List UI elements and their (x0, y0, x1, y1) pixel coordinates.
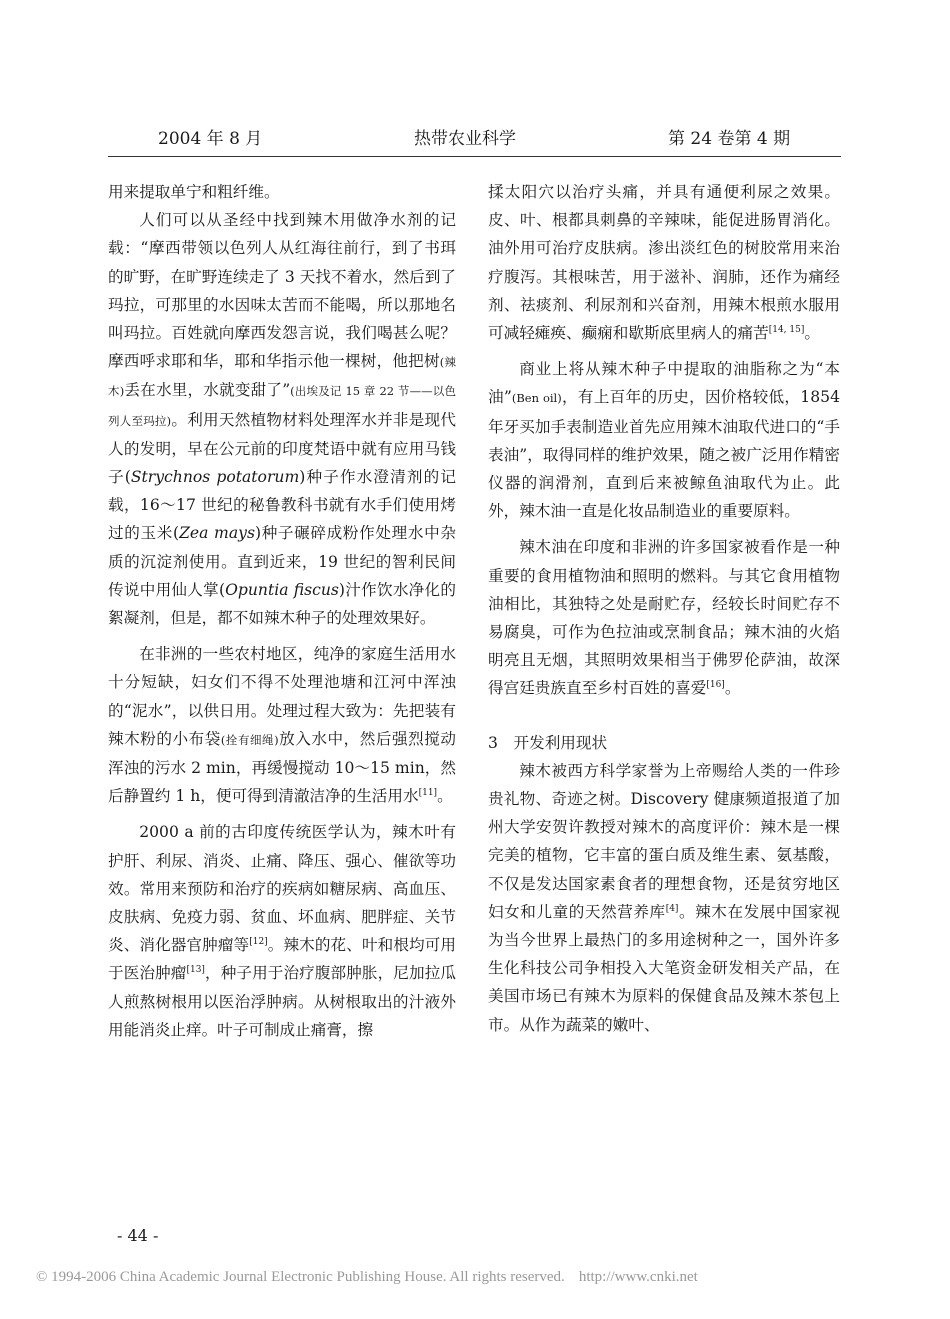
citation: [11] (418, 788, 438, 799)
copyright-footer (36, 1269, 698, 1286)
citation: [14, 15] (768, 325, 805, 336)
running-header (0, 128, 950, 152)
section-heading: 3 开发利用现状 (488, 733, 608, 752)
citation: [12] (249, 937, 268, 948)
paragraph: 人们可以从圣经中找到辣木用做净水剂的记载：“摩西带领以色列人从红海往前行，到了书珥的旷野，在旷野连续走了 3 天找不着水，然后到了玛拉，可那里的水因味太苦而不能喝，所以那地名叫玛拉。百姓就向摩西发怨言说，我们喝甚么呢？摩西呼求耶和华，耶和华指示他一棵树，他把树(辣木)丢在水里，水就变甜了”(出埃及记 15 章 22 节——以色列人至玛拉)。利用天然植物材料处理浑水并非是现代人的发明，早在公元前的印度梵语中就有应用马钱子(Strychnos potatorum)种子作水澄清剂的记载，16～17 世纪的秘鲁教科书就有水手们使用烤过的玉米(Zea mays)种子碾碎成粉作处理水中杂质的沉淀剂使用。直到近来，19 世纪的智利民间传说中用仙人掌(Opuntia fiscus)汁作饮水净化的絮凝剂，但是，都不如辣木种子的处理效果好。 (108, 211, 456, 628)
paragraph: 2000 a 前的古印度传统医学认为，辣木叶有护肝、利尿、消炎、止痛、降压、强心、催欲等功效。常用来预防和治疗的疾病如糖尿病、高血压、皮肤病、免疫力弱、贫血、坏血病、肥胖症、关节炎、消化器官肿瘤等[12]。辣木的花、叶和根均可用于医治肿瘤[13]，种子用于治疗腹部肿胀，尼加拉瓜人煎熬树根用以医治浮肿病。从树根取出的汁液外用能消炎止痒。叶子可制成止痛膏，擦 (108, 823, 456, 1039)
paragraph: 辣木被西方科学家誉为上帝赐给人类的一件珍贵礼物、奇迹之树。Discovery 健康频道报道了加州大学安贺许教授对辣木的高度评价：辣木是一棵完美的植物，它丰富的蛋白质及维生素、氨基酸，不仅是发达国家素食者的理想食物，还是贫穷地区妇女和儿童的天然营养库[4]。辣木在发展中国家视为当今世界上最热门的多用途树种之一，国外许多生化科技公司争相投入大笔资金研发相关产品，在美国市场已有辣木为原料的保健食品及辣木茶包上市。从作为蔬菜的嫩叶、 (488, 761, 840, 1034)
citation: [4] (665, 903, 679, 914)
paragraph: 用来提取单宁和粗纤维。 (108, 183, 280, 201)
footer-url: http://www.cnki.net (578, 1269, 698, 1285)
citation: [16] (706, 680, 725, 691)
paragraph: 揉太阳穴以治疗头痛，并具有通便利尿之效果。皮、叶、根都具刺鼻的辛辣味，能促进肠胃消化。油外用可治疗皮肤病。渗出淡红色的树胶常用来治疗腹泻。其根味苦，用于滋补、润肺，还作为痛经剂、祛痰剂、利尿剂和兴奋剂，用辣木根煎水服用可减轻瘫痪、癫痫和歇斯底里病人的痛苦[14, 15]。 (488, 183, 840, 343)
paragraph: 在非洲的一些农村地区，纯净的家庭生活用水十分短缺，妇女们不得不处理池塘和江河中浑浊的“泥水”，以供日用。处理过程大致为：先把装有辣木粉的小布袋(拴有细绳)放入水中，然后强烈搅动浑浊的污水 2 min，再缓慢搅动 10～15 min，然后静置约 1 h，便可得到清澈洁净的生活用水[11]。 (108, 645, 456, 806)
copyright-text: © 1994-2006 China Academic Journal Electronic Publishing House. All rights reserved. (36, 1269, 565, 1285)
left-column (108, 178, 456, 1044)
issue-date: 2004 年 8 月 (158, 129, 263, 149)
header-rule (108, 156, 841, 157)
paragraph: 商业上将从辣木种子中提取的油脂称之为“本油”(Ben oil)，有上百年的历史，因价格较低，1854 年牙买加手表制造业首先应用辣木油取代进口的“手表油”，取得同样的维护效果，随之被广泛用作精密仪器的润滑剂，直到后来被鲸鱼油取代为止。此外，辣木油一直是化妆品制造业的重要原料。 (488, 360, 840, 521)
volume-issue: 第 24 卷第 4 期 (668, 129, 791, 149)
journal-title: 热带农业科学 (414, 129, 516, 149)
right-column (488, 178, 840, 1039)
citation: [13] (186, 965, 205, 976)
page-number: - 44 - (117, 1226, 159, 1245)
paragraph: 辣木油在印度和非洲的许多国家被看作是一种重要的食用植物油和照明的燃料。与其它食用植物油相比，其独特之处是耐贮存，经较长时间贮存不易腐臭，可作为色拉油或烹制食品；辣木油的火焰明亮且无烟，其照明效果相当于佛罗伦萨油，故深得宫廷贵族直至乡村百姓的喜爱[16]。 (488, 538, 840, 698)
